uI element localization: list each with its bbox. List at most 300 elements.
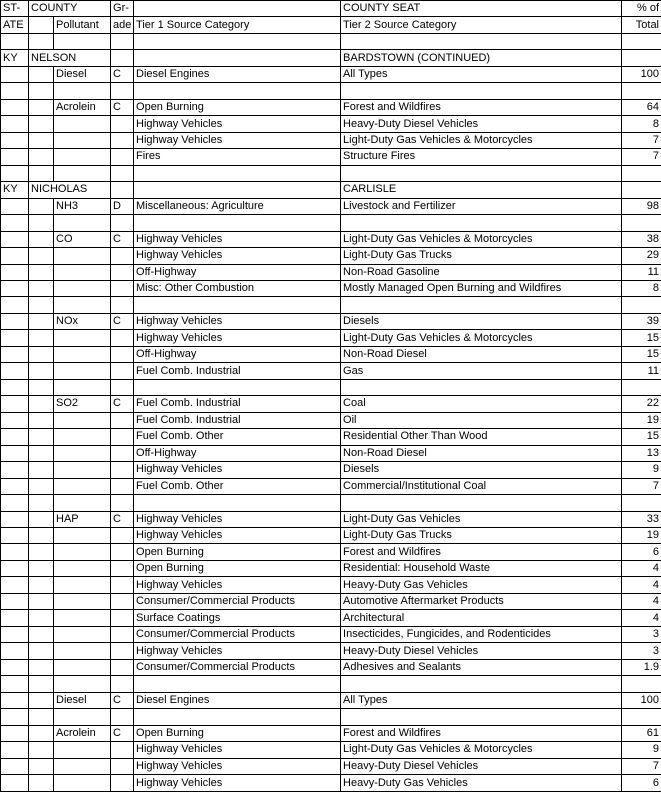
empty-cell[interactable] — [1, 83, 29, 99]
empty-cell[interactable] — [134, 379, 341, 395]
state-cell[interactable] — [1, 346, 29, 362]
tier1-cell[interactable]: Consumer/Commercial Products — [134, 593, 341, 609]
grade-cell[interactable] — [111, 775, 134, 792]
tier1-cell[interactable]: Highway Vehicles — [134, 132, 341, 148]
empty-cell[interactable] — [111, 33, 134, 49]
state-cell[interactable] — [1, 560, 29, 576]
header-tier1[interactable]: Tier 1 Source Category — [134, 17, 341, 33]
tier1-cell[interactable]: Misc: Other Combustion — [134, 280, 341, 296]
county-sub-cell[interactable] — [29, 346, 54, 362]
pct-cell[interactable]: 19 — [622, 412, 661, 428]
tier1-cell[interactable]: Highway Vehicles — [134, 758, 341, 774]
tier2-cell[interactable]: Heavy-Duty Diesel Vehicles — [341, 758, 622, 774]
state-cell[interactable] — [1, 758, 29, 774]
grade-cell[interactable] — [111, 626, 134, 642]
tier1-cell[interactable] — [134, 182, 341, 198]
tier1-cell[interactable]: Fuel Comb. Industrial — [134, 412, 341, 428]
pct-cell[interactable]: 33 — [622, 511, 661, 527]
pct-cell[interactable]: 4 — [622, 577, 661, 593]
tier1-cell[interactable]: Miscellaneous: Agriculture — [134, 198, 341, 214]
empty-cell[interactable] — [54, 379, 111, 395]
empty-cell[interactable] — [111, 297, 134, 313]
state-cell[interactable] — [1, 775, 29, 792]
grade-cell[interactable] — [111, 264, 134, 280]
state-cell[interactable] — [1, 66, 29, 82]
grade-cell[interactable] — [111, 132, 134, 148]
pollutant-cell[interactable] — [54, 280, 111, 296]
tier2-cell[interactable]: Heavy-Duty Gas Vehicles — [341, 577, 622, 593]
header-county-seat[interactable]: COUNTY SEAT — [341, 1, 622, 17]
county-sub-cell[interactable] — [29, 577, 54, 593]
pct-cell[interactable]: 7 — [622, 758, 661, 774]
empty-cell[interactable] — [54, 676, 111, 692]
tier1-cell[interactable]: Highway Vehicles — [134, 775, 341, 792]
pollutant-cell[interactable] — [54, 478, 111, 494]
empty-cell[interactable] — [622, 215, 661, 231]
state-cell[interactable] — [1, 478, 29, 494]
tier2-cell[interactable]: Non-Road Diesel — [341, 346, 622, 362]
pollutant-cell[interactable]: Diesel — [54, 692, 111, 708]
empty-cell[interactable] — [29, 165, 54, 181]
tier2-cell[interactable]: Light-Duty Gas Vehicles — [341, 511, 622, 527]
tier1-cell[interactable]: Surface Coatings — [134, 610, 341, 626]
empty-cell[interactable] — [1, 297, 29, 313]
empty-cell[interactable] — [134, 215, 341, 231]
empty-cell[interactable] — [622, 297, 661, 313]
grade-cell[interactable] — [111, 577, 134, 593]
pct-cell[interactable]: 3 — [622, 626, 661, 642]
pct-cell[interactable]: 15 — [622, 330, 661, 346]
tier2-cell[interactable]: Adhesives and Sealants — [341, 659, 622, 675]
grade-cell[interactable] — [111, 593, 134, 609]
grade-cell[interactable] — [111, 758, 134, 774]
grade-cell[interactable] — [111, 659, 134, 675]
pollutant-cell[interactable] — [54, 659, 111, 675]
state-cell[interactable] — [1, 511, 29, 527]
county-sub-cell[interactable] — [29, 775, 54, 792]
grade-cell[interactable]: D — [111, 198, 134, 214]
pct-cell[interactable]: 38 — [622, 231, 661, 247]
pct-cell[interactable]: 15 — [622, 346, 661, 362]
tier2-cell[interactable]: Light-Duty Gas Vehicles & Motorcycles — [341, 132, 622, 148]
tier1-cell[interactable]: Fires — [134, 149, 341, 165]
county-sub-cell[interactable] — [29, 149, 54, 165]
tier2-cell[interactable]: Diesels — [341, 313, 622, 329]
grade-cell[interactable] — [111, 478, 134, 494]
county-sub-cell[interactable] — [29, 429, 54, 445]
header-pollutant[interactable]: Pollutant — [54, 17, 111, 33]
county-sub-cell[interactable] — [29, 593, 54, 609]
header-grade-line1[interactable]: Gr- — [111, 1, 134, 17]
county-sub-cell[interactable] — [29, 248, 54, 264]
county-sub-cell[interactable] — [29, 560, 54, 576]
grade-cell[interactable]: C — [111, 396, 134, 412]
grade-cell[interactable] — [111, 412, 134, 428]
empty-cell[interactable] — [29, 676, 54, 692]
grade-cell[interactable]: C — [111, 99, 134, 115]
empty-cell[interactable] — [622, 709, 661, 725]
empty-cell[interactable] — [111, 83, 134, 99]
empty-cell[interactable] — [54, 33, 111, 49]
tier2-cell[interactable]: Coal — [341, 396, 622, 412]
county-sub-cell[interactable] — [29, 544, 54, 560]
empty-cell[interactable] — [341, 676, 622, 692]
empty-cell[interactable] — [622, 83, 661, 99]
county-sub-cell[interactable] — [29, 330, 54, 346]
tier2-cell[interactable]: All Types — [341, 692, 622, 708]
empty-cell[interactable] — [134, 297, 341, 313]
tier1-cell[interactable]: Highway Vehicles — [134, 462, 341, 478]
county-sub-cell[interactable] — [29, 132, 54, 148]
empty-cell[interactable] — [111, 676, 134, 692]
tier2-cell[interactable]: Residential: Household Waste — [341, 560, 622, 576]
pollutant-cell[interactable] — [54, 363, 111, 379]
tier2-cell[interactable]: Automotive Aftermarket Products — [341, 593, 622, 609]
county-sub-cell[interactable] — [29, 396, 54, 412]
tier1-cell[interactable]: Highway Vehicles — [134, 511, 341, 527]
pct-cell[interactable]: 4 — [622, 610, 661, 626]
tier2-cell[interactable]: Non-Road Diesel — [341, 445, 622, 461]
empty-cell[interactable] — [341, 495, 622, 511]
state-cell[interactable] — [1, 116, 29, 132]
pollutant-cell[interactable] — [54, 248, 111, 264]
tier2-cell[interactable]: Light-Duty Gas Trucks — [341, 248, 622, 264]
tier1-cell[interactable]: Off-Highway — [134, 346, 341, 362]
tier1-cell[interactable]: Highway Vehicles — [134, 577, 341, 593]
grade-cell[interactable] — [111, 544, 134, 560]
pollutant-cell[interactable] — [54, 626, 111, 642]
pct-cell[interactable]: 8 — [622, 116, 661, 132]
pollutant-cell[interactable] — [54, 560, 111, 576]
empty-cell[interactable] — [341, 215, 622, 231]
state-cell[interactable] — [1, 198, 29, 214]
grade-cell[interactable]: C — [111, 692, 134, 708]
tier1-cell[interactable]: Highway Vehicles — [134, 116, 341, 132]
grade-cell[interactable] — [111, 149, 134, 165]
grade-cell[interactable]: C — [111, 725, 134, 741]
tier1-cell[interactable]: Consumer/Commercial Products — [134, 659, 341, 675]
state-cell[interactable] — [1, 544, 29, 560]
header-county-spacer[interactable] — [29, 17, 54, 33]
tier2-cell[interactable]: Light-Duty Gas Vehicles & Motorcycles — [341, 330, 622, 346]
state-cell[interactable] — [1, 248, 29, 264]
empty-cell[interactable] — [1, 165, 29, 181]
tier1-cell[interactable]: Highway Vehicles — [134, 742, 341, 758]
empty-cell[interactable] — [54, 165, 111, 181]
state-cell[interactable] — [1, 313, 29, 329]
tier1-cell[interactable]: Open Burning — [134, 560, 341, 576]
tier1-cell[interactable]: Off-Highway — [134, 264, 341, 280]
grade-cell[interactable] — [111, 280, 134, 296]
grade-cell[interactable] — [111, 182, 134, 198]
state-cell[interactable] — [1, 528, 29, 544]
tier2-cell[interactable]: Residential Other Than Wood — [341, 429, 622, 445]
grade-cell[interactable]: C — [111, 313, 134, 329]
grade-cell[interactable]: C — [111, 231, 134, 247]
tier2-cell[interactable]: Forest and Wildfires — [341, 544, 622, 560]
tier1-cell[interactable]: Highway Vehicles — [134, 528, 341, 544]
state-cell[interactable] — [1, 445, 29, 461]
empty-cell[interactable] — [111, 165, 134, 181]
empty-cell[interactable] — [622, 676, 661, 692]
pct-cell[interactable]: 22 — [622, 396, 661, 412]
pollutant-cell[interactable] — [54, 643, 111, 659]
pollutant-cell[interactable] — [54, 577, 111, 593]
grade-cell[interactable]: C — [111, 66, 134, 82]
tier2-cell[interactable]: Forest and Wildfires — [341, 99, 622, 115]
county-sub-cell[interactable] — [29, 626, 54, 642]
tier1-cell[interactable]: Highway Vehicles — [134, 313, 341, 329]
empty-cell[interactable] — [1, 709, 29, 725]
tier2-cell[interactable]: Forest and Wildfires — [341, 725, 622, 741]
tier1-cell[interactable]: Off-Highway — [134, 445, 341, 461]
pollutant-cell[interactable] — [54, 610, 111, 626]
grade-cell[interactable] — [111, 560, 134, 576]
county-sub-cell[interactable] — [29, 99, 54, 115]
state-cell[interactable] — [1, 725, 29, 741]
tier2-cell[interactable]: All Types — [341, 66, 622, 82]
pct-cell[interactable]: 11 — [622, 264, 661, 280]
pct-cell[interactable]: 100 — [622, 66, 661, 82]
grade-cell[interactable] — [111, 528, 134, 544]
empty-cell[interactable] — [622, 495, 661, 511]
tier2-cell[interactable]: Architectural — [341, 610, 622, 626]
state-cell[interactable] — [1, 330, 29, 346]
pollutant-cell[interactable] — [54, 264, 111, 280]
state-cell[interactable] — [1, 132, 29, 148]
tier1-cell[interactable]: Highway Vehicles — [134, 231, 341, 247]
empty-cell[interactable] — [29, 297, 54, 313]
empty-cell[interactable] — [29, 33, 54, 49]
tier2-cell[interactable]: Light-Duty Gas Vehicles & Motorcycles — [341, 742, 622, 758]
tier1-cell[interactable]: Diesel Engines — [134, 66, 341, 82]
pollutant-cell[interactable]: Acrolein — [54, 99, 111, 115]
county-sub-cell[interactable] — [29, 445, 54, 461]
empty-cell[interactable] — [341, 33, 622, 49]
county-sub-cell[interactable] — [29, 511, 54, 527]
state-cell[interactable] — [1, 396, 29, 412]
pct-cell[interactable]: 13 — [622, 445, 661, 461]
tier2-cell[interactable]: Non-Road Gasoline — [341, 264, 622, 280]
pollutant-cell[interactable] — [54, 132, 111, 148]
state-cell[interactable] — [1, 626, 29, 642]
pollutant-cell[interactable]: SO2 — [54, 396, 111, 412]
pct-cell[interactable]: 4 — [622, 593, 661, 609]
county-sub-cell[interactable] — [29, 198, 54, 214]
header-county[interactable]: COUNTY — [29, 1, 111, 17]
pollutant-cell[interactable] — [54, 116, 111, 132]
empty-cell[interactable] — [54, 215, 111, 231]
header-percent-line2[interactable]: Total — [622, 17, 661, 33]
tier1-cell[interactable]: Open Burning — [134, 725, 341, 741]
pct-cell[interactable]: 7 — [622, 132, 661, 148]
grade-cell[interactable]: C — [111, 511, 134, 527]
empty-cell[interactable] — [134, 676, 341, 692]
pct-cell[interactable]: 7 — [622, 478, 661, 494]
county-sub-cell[interactable] — [29, 643, 54, 659]
tier2-cell[interactable]: Heavy-Duty Diesel Vehicles — [341, 116, 622, 132]
empty-cell[interactable] — [111, 215, 134, 231]
state-cell[interactable] — [1, 264, 29, 280]
pct-cell[interactable]: 1.9 — [622, 659, 661, 675]
empty-cell[interactable] — [134, 33, 341, 49]
state-cell[interactable] — [1, 149, 29, 165]
tier2-cell[interactable]: Oil — [341, 412, 622, 428]
empty-cell[interactable] — [54, 297, 111, 313]
pollutant-cell[interactable] — [54, 544, 111, 560]
tier2-cell[interactable]: Mostly Managed Open Burning and Wildfires — [341, 280, 622, 296]
empty-cell[interactable] — [341, 709, 622, 725]
empty-cell[interactable] — [1, 495, 29, 511]
tier2-cell[interactable]: Diesels — [341, 462, 622, 478]
pct-cell[interactable]: 29 — [622, 248, 661, 264]
pollutant-cell[interactable] — [54, 775, 111, 792]
county-sub-cell[interactable] — [29, 116, 54, 132]
state-cell[interactable]: KY — [1, 50, 29, 66]
pollutant-cell[interactable]: NOx — [54, 313, 111, 329]
pct-cell[interactable]: 100 — [622, 692, 661, 708]
state-cell[interactable] — [1, 412, 29, 428]
pct-cell[interactable] — [622, 50, 661, 66]
state-cell[interactable] — [1, 462, 29, 478]
grade-cell[interactable] — [111, 445, 134, 461]
pct-cell[interactable] — [622, 182, 661, 198]
pollutant-cell[interactable] — [54, 412, 111, 428]
empty-cell[interactable] — [622, 379, 661, 395]
pollutant-cell[interactable] — [54, 528, 111, 544]
empty-cell[interactable] — [341, 379, 622, 395]
state-cell[interactable] — [1, 429, 29, 445]
state-cell[interactable] — [1, 593, 29, 609]
county-sub-cell[interactable] — [29, 725, 54, 741]
empty-cell[interactable] — [1, 33, 29, 49]
tier2-cell[interactable]: Light-Duty Gas Vehicles & Motorcycles — [341, 231, 622, 247]
grade-cell[interactable] — [111, 742, 134, 758]
grade-cell[interactable] — [111, 462, 134, 478]
empty-cell[interactable] — [54, 83, 111, 99]
header-percent-line1[interactable]: % of — [622, 1, 661, 17]
pollutant-cell[interactable] — [54, 149, 111, 165]
grade-cell[interactable] — [111, 363, 134, 379]
grade-cell[interactable] — [111, 429, 134, 445]
county-sub-cell[interactable] — [29, 66, 54, 82]
pollutant-cell[interactable] — [54, 429, 111, 445]
empty-cell[interactable] — [134, 165, 341, 181]
state-cell[interactable] — [1, 231, 29, 247]
empty-cell[interactable] — [111, 495, 134, 511]
pct-cell[interactable]: 6 — [622, 544, 661, 560]
tier1-cell[interactable]: Highway Vehicles — [134, 330, 341, 346]
pct-cell[interactable]: 9 — [622, 462, 661, 478]
pollutant-cell[interactable] — [54, 758, 111, 774]
state-cell[interactable]: KY — [1, 182, 29, 198]
tier1-cell[interactable]: Fuel Comb. Other — [134, 429, 341, 445]
county-sub-cell[interactable] — [29, 363, 54, 379]
state-cell[interactable] — [1, 610, 29, 626]
county-sub-cell[interactable] — [29, 742, 54, 758]
state-cell[interactable] — [1, 643, 29, 659]
empty-cell[interactable] — [1, 676, 29, 692]
tier1-cell[interactable] — [134, 50, 341, 66]
pct-cell[interactable]: 3 — [622, 643, 661, 659]
pct-cell[interactable]: 11 — [622, 363, 661, 379]
county-sub-cell[interactable] — [29, 462, 54, 478]
state-cell[interactable] — [1, 659, 29, 675]
pct-cell[interactable]: 8 — [622, 280, 661, 296]
tier1-cell[interactable]: Fuel Comb. Other — [134, 478, 341, 494]
grade-cell[interactable] — [111, 330, 134, 346]
empty-cell[interactable] — [1, 215, 29, 231]
pct-cell[interactable]: 15 — [622, 429, 661, 445]
grade-cell[interactable] — [111, 50, 134, 66]
state-cell[interactable] — [1, 742, 29, 758]
header-state-line2[interactable]: ATE — [1, 17, 29, 33]
county-sub-cell[interactable] — [29, 412, 54, 428]
pollutant-cell[interactable] — [54, 462, 111, 478]
county-sub-cell[interactable] — [29, 264, 54, 280]
pollutant-cell[interactable] — [54, 593, 111, 609]
pollutant-cell[interactable] — [54, 330, 111, 346]
pct-cell[interactable]: 39 — [622, 313, 661, 329]
tier2-cell[interactable]: Heavy-Duty Diesel Vehicles — [341, 643, 622, 659]
pct-cell[interactable]: 64 — [622, 99, 661, 115]
pct-cell[interactable]: 6 — [622, 775, 661, 792]
grade-cell[interactable] — [111, 346, 134, 362]
state-cell[interactable] — [1, 280, 29, 296]
pct-cell[interactable]: 4 — [622, 560, 661, 576]
tier1-cell[interactable]: Open Burning — [134, 544, 341, 560]
empty-cell[interactable] — [29, 495, 54, 511]
header-tier2[interactable]: Tier 2 Source Category — [341, 17, 622, 33]
county-cell[interactable]: NELSON — [29, 50, 111, 66]
empty-cell[interactable] — [111, 379, 134, 395]
county-sub-cell[interactable] — [29, 758, 54, 774]
pct-cell[interactable]: 19 — [622, 528, 661, 544]
header-tier1-spacer[interactable] — [134, 1, 341, 17]
empty-cell[interactable] — [29, 83, 54, 99]
county-seat-cell[interactable]: BARDSTOWN (CONTINUED) — [341, 50, 622, 66]
tier1-cell[interactable]: Fuel Comb. Industrial — [134, 396, 341, 412]
tier2-cell[interactable]: Heavy-Duty Gas Vehicles — [341, 775, 622, 792]
empty-cell[interactable] — [134, 709, 341, 725]
county-sub-cell[interactable] — [29, 659, 54, 675]
pollutant-cell[interactable]: Diesel — [54, 66, 111, 82]
tier1-cell[interactable]: Open Burning — [134, 99, 341, 115]
grade-cell[interactable] — [111, 610, 134, 626]
county-sub-cell[interactable] — [29, 478, 54, 494]
pollutant-cell[interactable] — [54, 742, 111, 758]
county-cell[interactable]: NICHOLAS — [29, 182, 111, 198]
pct-cell[interactable]: 9 — [622, 742, 661, 758]
tier1-cell[interactable]: Consumer/Commercial Products — [134, 626, 341, 642]
pct-cell[interactable]: 61 — [622, 725, 661, 741]
pollutant-cell[interactable]: Acrolein — [54, 725, 111, 741]
state-cell[interactable] — [1, 692, 29, 708]
state-cell[interactable] — [1, 363, 29, 379]
state-cell[interactable] — [1, 99, 29, 115]
county-sub-cell[interactable] — [29, 231, 54, 247]
empty-cell[interactable] — [341, 165, 622, 181]
empty-cell[interactable] — [54, 495, 111, 511]
grade-cell[interactable] — [111, 116, 134, 132]
pollutant-cell[interactable] — [54, 445, 111, 461]
pct-cell[interactable]: 98 — [622, 198, 661, 214]
county-sub-cell[interactable] — [29, 280, 54, 296]
empty-cell[interactable] — [341, 83, 622, 99]
tier2-cell[interactable]: Gas — [341, 363, 622, 379]
pollutant-cell[interactable] — [54, 346, 111, 362]
pollutant-cell[interactable]: CO — [54, 231, 111, 247]
